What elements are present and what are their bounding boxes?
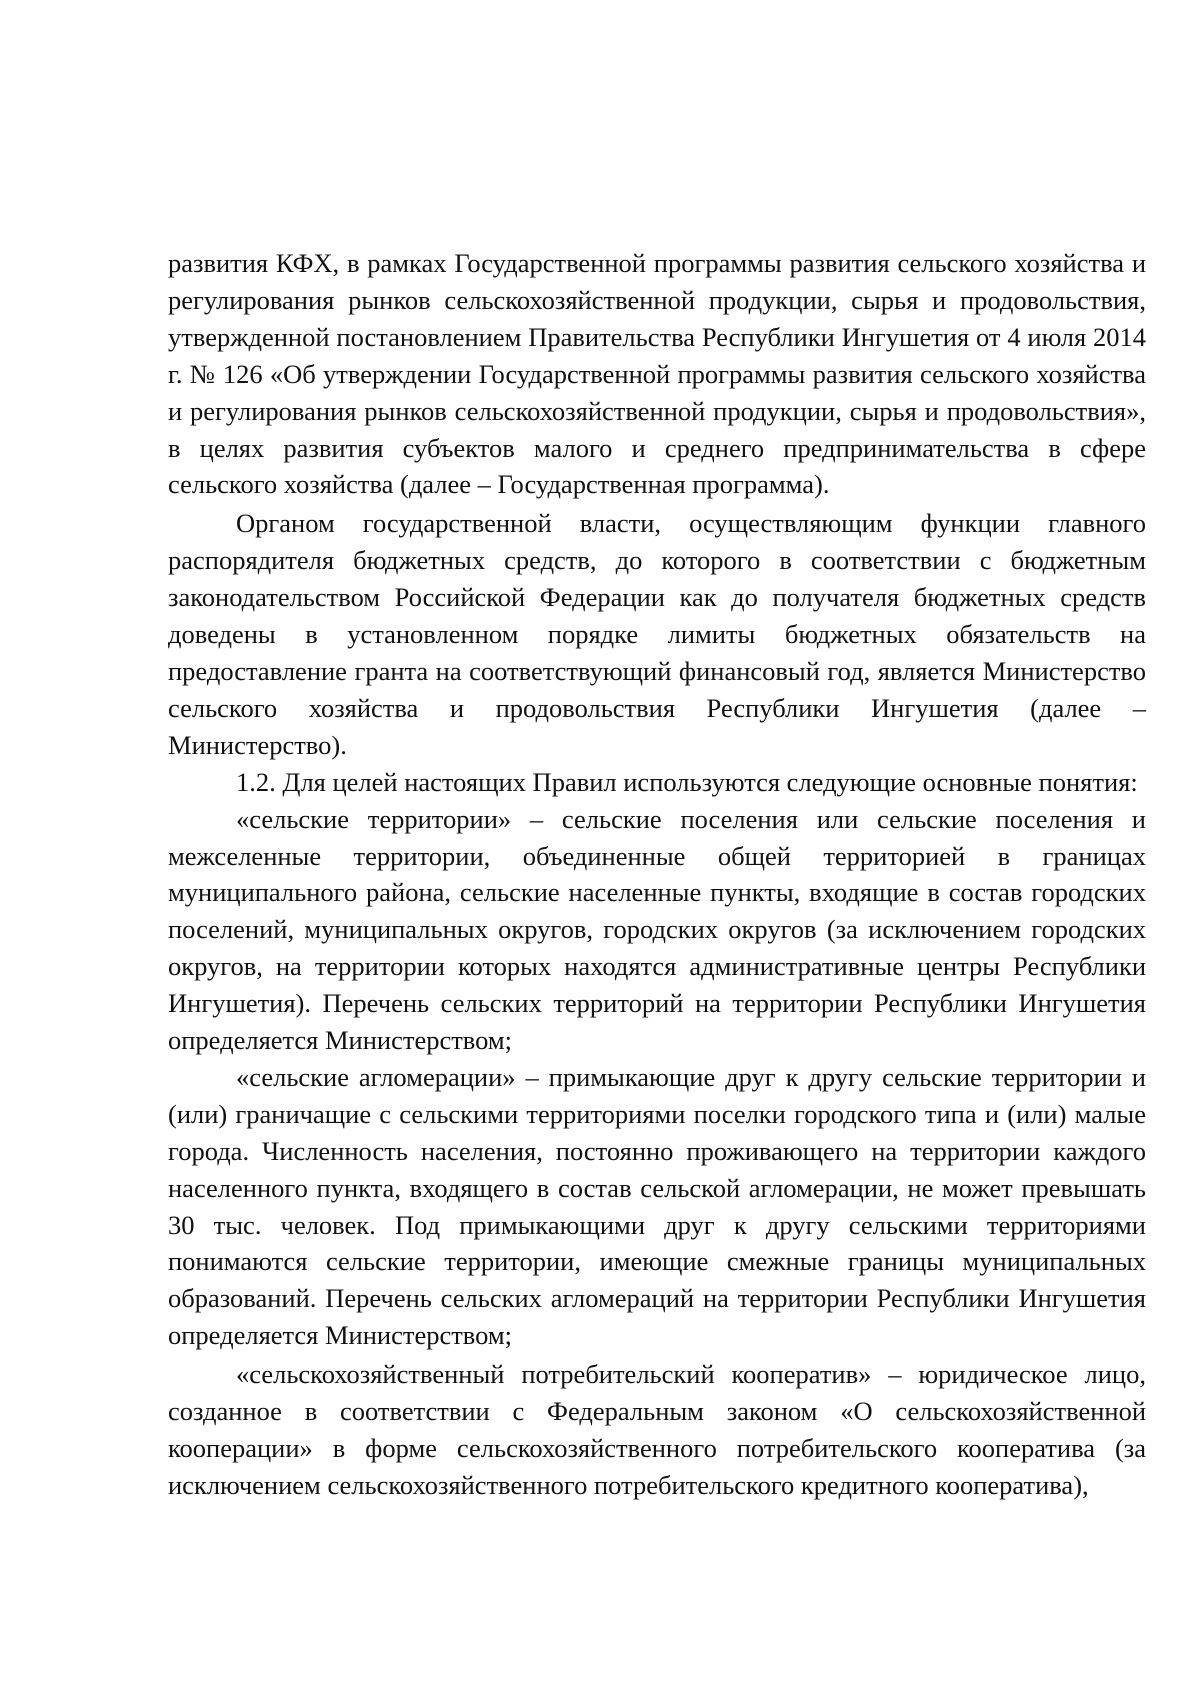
paragraph-continuation: развития КФХ, в рамках Государственной программы развития сельского хозяйства и регулирования рынков сельскохозяйственной продукции, сырья и продовольствия, утвержденной постановлением Правительства Республики Ингушетия от 4 июля 2014 г. № 126 «Об утверждении Государственной программы развития сельского хозяйства и регулирования рынков сельскохозяйственной продукции, сырья и продовольствия», в целях развития субъектов малого и среднего предпринимательства в сфере сельского хозяйства (далее – Государственная программа).	[168, 248, 1146, 500]
paragraph-rural-agglomerations: «сельские агломерации» – примыкающие друг к другу сельские территории и (или) граничащие с сельскими территориями поселки городского типа и (или) малые города. Численность населения, постоянно проживающего на территории каждого населенного пункта, входящего в состав сельской агломерации, не может превышать 30 тыс. человек. Под примыкающими друг к другу сельскими территориями понимаются сельские территории, имеющие смежные границы муниципальных образований. Перечень сельских агломераций на территории Республики Ингушетия определяется Министерством;	[168, 1061, 1146, 1351]
paragraph-budget-administrator: Органом государственной власти, осуществляющим функции главного распорядителя бюджетных средств, до которого в соответствии с бюджетным законодательством Российской Федерации как до получателя бюджетных средств доведены в установленном порядке лимиты бюджетных обязательств на предоставление гранта на соответствующий финансовый год, является Министерство сельского хозяйства и продовольствия Республики Ингушетия (далее – Министерство).	[168, 508, 1146, 760]
document-body	[168, 245, 1146, 1504]
paragraph-consumer-cooperative: «сельскохозяйственный потребительский кооператив» – юридическое лицо, созданное в соответствии с Федеральным законом «О сельскохозяйственной кооперации» в форме сельскохозяйственного потребительского кооператива (за исключением сельскохозяйственного потребительского кредитного кооператива),	[168, 1359, 1146, 1500]
paragraph-definitions-intro: 1.2. Для целей настоящих Правил используются следующие основные понятия:	[236, 766, 1138, 797]
paragraph-rural-territories: «сельские территории» – сельские поселения или сельские поселения и межселенные территории, объединенные общей территорией в границах муниципального района, сельские населенные пункты, входящие в состав городских поселений, муниципальных округов, городских округов (за исключением городских округов, на территории которых находятся административные центры Республики Ингушетия). Перечень сельских территорий на территории Республики Ингушетия определяется Министерством;	[168, 803, 1146, 1056]
